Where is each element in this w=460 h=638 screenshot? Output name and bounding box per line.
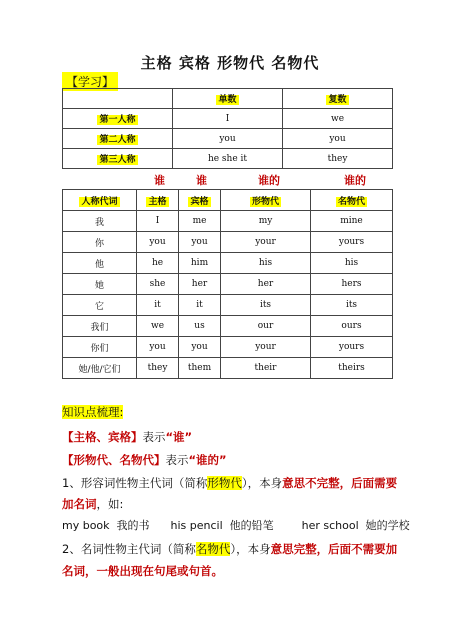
table-row	[63, 232, 393, 253]
table-cell: their	[221, 358, 311, 379]
table-row	[63, 149, 393, 169]
question-row	[62, 172, 392, 188]
table-cell: I	[173, 109, 283, 129]
table-cell: hers	[311, 274, 393, 295]
note-line: 【形物代、名物代】表示“谁的”	[62, 453, 227, 467]
table-row	[63, 316, 393, 337]
question-label: 谁的	[258, 174, 280, 187]
table-cell: you	[137, 232, 179, 253]
table-row	[63, 253, 393, 274]
table-cell: you	[179, 337, 221, 358]
table-cell: your	[221, 337, 311, 358]
table-cell: you	[283, 129, 393, 149]
table-header-cell: 单数	[173, 89, 283, 109]
question-label: 谁	[154, 174, 165, 187]
page-title: 主格 宾格 形物代 名物代	[140, 54, 320, 72]
table-cell: him	[179, 253, 221, 274]
table-cell: you	[173, 129, 283, 149]
question-label: 谁的	[344, 174, 366, 187]
table-cell: 你们	[63, 337, 137, 358]
table-cell: they	[137, 358, 179, 379]
table-cell: he she it	[173, 149, 283, 169]
table-cell: 我们	[63, 316, 137, 337]
note-line: 1、形容词性物主代词（简称形物代），本身意思不完整，后面需要	[62, 476, 398, 490]
table-cell: you	[179, 232, 221, 253]
table-cell: our	[221, 316, 311, 337]
table-cell: my	[221, 211, 311, 232]
table-cell: 她	[63, 274, 137, 295]
note-line: 名词，一般出现在句尾或句首。	[62, 564, 223, 578]
table-cell: theirs	[311, 358, 393, 379]
table-header-cell: 名物代	[311, 190, 393, 211]
table-header-row	[63, 89, 393, 109]
table-header-cell: 人称代词	[63, 190, 137, 211]
note-line: 【主格、宾格】表示“谁”	[62, 430, 193, 444]
table-header-row	[63, 190, 393, 211]
table-cell: they	[283, 149, 393, 169]
table-row	[63, 211, 393, 232]
pronoun-table	[62, 189, 393, 379]
table-header-cell: 主格	[137, 190, 179, 211]
table-cell: 它	[63, 295, 137, 316]
table-cell: them	[179, 358, 221, 379]
table-row	[63, 337, 393, 358]
example-line: my book 我的书 his pencil 他的铅笔 her school 她的学校	[62, 519, 410, 532]
table-row	[63, 109, 393, 129]
table-cell: we	[283, 109, 393, 129]
table-cell: his	[221, 253, 311, 274]
table-cell: her	[221, 274, 311, 295]
table-cell: 她/他/它们	[63, 358, 137, 379]
table-cell: she	[137, 274, 179, 295]
table-cell: its	[221, 295, 311, 316]
row-label: 第一人称	[63, 109, 173, 129]
row-label: 第二人称	[63, 129, 173, 149]
table-cell: I	[137, 211, 179, 232]
table-cell: mine	[311, 211, 393, 232]
table-header-cell: 形物代	[221, 190, 311, 211]
table-cell: it	[137, 295, 179, 316]
table-row	[63, 358, 393, 379]
table-cell: her	[179, 274, 221, 295]
table-header-cell	[63, 89, 173, 109]
person-table	[62, 88, 393, 169]
table-row	[63, 274, 393, 295]
table-row	[63, 295, 393, 316]
question-label: 谁	[196, 174, 207, 187]
table-cell: 我	[63, 211, 137, 232]
section-tag: 【学习】	[62, 72, 118, 91]
table-cell: us	[179, 316, 221, 337]
note-line: 加名词，如:	[62, 497, 124, 511]
table-cell: ours	[311, 316, 393, 337]
table-cell: 他	[63, 253, 137, 274]
row-label: 第三人称	[63, 149, 173, 169]
table-cell: me	[179, 211, 221, 232]
table-cell: yours	[311, 337, 393, 358]
table-cell: his	[311, 253, 393, 274]
table-cell: it	[179, 295, 221, 316]
table-header-cell: 宾格	[179, 190, 221, 211]
table-cell: 你	[63, 232, 137, 253]
table-cell: he	[137, 253, 179, 274]
notes-heading: 知识点梳理:	[62, 405, 124, 419]
table-row	[63, 129, 393, 149]
table-cell: its	[311, 295, 393, 316]
table-header-cell: 复数	[283, 89, 393, 109]
note-line: 2、名词性物主代词（简称名物代），本身意思完整，后面不需要加	[62, 542, 398, 556]
table-cell: yours	[311, 232, 393, 253]
table-cell: you	[137, 337, 179, 358]
table-cell: we	[137, 316, 179, 337]
table-cell: your	[221, 232, 311, 253]
